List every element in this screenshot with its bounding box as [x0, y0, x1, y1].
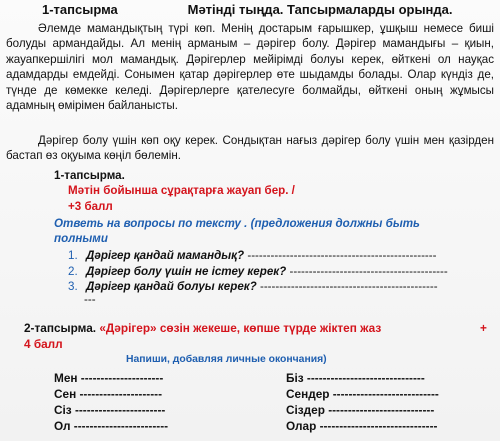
task2-label: 2-тапсырма. — [24, 321, 97, 335]
question-number: 1. — [68, 249, 78, 262]
answer-blank[interactable]: ------------------------------ — [316, 419, 438, 433]
pronoun-word: Сен — [54, 387, 77, 401]
list-item — [68, 264, 488, 280]
text-paragraph-1: Әлемде мамандықтың түрі көп. Менің достарым ғарышкер, ұшқыш немесе биші болуды армандайды. Ал менің арманым – дәрігер болу. Дәрігер мамандығы – қиын, жауапкершілігі мол мамандық. Дәрігерлер мейірімді болуы керек, өйткені ол науқас адамдарды емдейді. Сонымен қатар дәрігерлер өте шыдамды болады. Олар күндіз де, түнде де көмекке келеді. Дәрігерлерге қателесуге болмайды, өйткені оның жұмысы адамның өмірімен байланысты. — [6, 22, 494, 113]
question-number: 3. — [68, 280, 78, 294]
task1-instruction: Мәтін бойынша сұрақтарға жауап бер. / — [68, 184, 295, 197]
question-list — [68, 248, 488, 295]
pronoun-word: Ол — [54, 419, 71, 433]
worksheet-header — [42, 2, 472, 18]
pronoun-word: Мен — [54, 371, 78, 385]
pronoun-word: Сіз — [54, 403, 72, 417]
answer-blank[interactable]: --------------------- — [76, 387, 162, 401]
pronoun-row — [286, 419, 437, 433]
pronoun-row — [286, 371, 425, 385]
task2-instruction-ru: Напиши, добавляя личные окончания) — [126, 354, 327, 365]
answer-blank[interactable]: ----------------------- — [71, 403, 166, 417]
task2-header — [24, 321, 494, 336]
task1-label: 1-тапсырма. — [54, 169, 125, 182]
pronoun-row — [54, 371, 163, 385]
answer-blank[interactable]: ------------------------ — [70, 419, 169, 433]
pronoun-word: Сіздер — [286, 403, 325, 417]
task1-points: +3 балл — [68, 200, 113, 213]
question-text: Дәрігер болу үшін не істеу керек? — [86, 264, 287, 278]
pronoun-word: Олар — [286, 419, 317, 433]
task-label: 1-тапсырма — [42, 2, 118, 17]
answer-blank[interactable]: ----------------------------------------- — [286, 264, 448, 278]
question-text: Дәрігер қандай мамандық? — [86, 249, 245, 262]
task2-instruction: «Дәрігер» сөзін жекеше, көпше түрде жіктеп жаз — [99, 321, 382, 335]
task1-instruction-ru: Ответь на вопросы по тексту . (предложения должны быть полными — [54, 217, 420, 245]
list-item — [68, 248, 488, 264]
answer-blank[interactable]: ---------------------------------------------- — [256, 280, 438, 294]
pronoun-word: Біз — [286, 371, 304, 385]
answer-blank-tail: --- — [84, 293, 96, 306]
answer-blank[interactable]: ------------------------------------------------- — [244, 249, 437, 262]
pronoun-row — [286, 387, 439, 401]
pronoun-row — [54, 403, 165, 417]
text-paragraph-2: Дәрігер болу үшін көп оқу керек. Сондықтан нағыз дәрігер болу үшін мен қазірден бастап өз оқуыма көңіл бөлемін. — [6, 134, 494, 163]
pronoun-word: Сендер — [286, 387, 330, 401]
answer-blank[interactable]: --------------------------- — [324, 403, 435, 417]
task2-points: 4 балл — [24, 337, 63, 351]
question-text: Дәрігер қандай болуы керек? — [86, 280, 257, 294]
answer-blank[interactable]: --------------------------- — [329, 387, 439, 401]
answer-blank[interactable]: --------------------- — [77, 371, 164, 385]
task-instruction: Мәтінді тыңда. Тапсырмаларды орында. — [187, 2, 453, 17]
list-item — [68, 279, 488, 295]
pronoun-row — [286, 403, 434, 417]
task2-plus: + — [480, 321, 487, 335]
pronoun-row — [54, 419, 168, 433]
answer-blank[interactable]: ------------------------------ — [303, 371, 425, 385]
pronoun-row — [54, 387, 162, 401]
question-number: 2. — [68, 264, 78, 278]
